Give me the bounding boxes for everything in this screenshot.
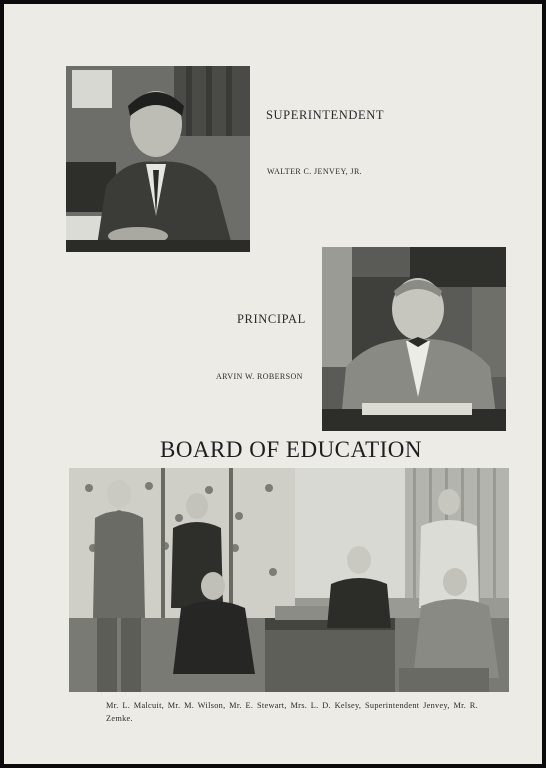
principal-title: PRINCIPAL — [237, 312, 306, 326]
principal-name: ARVIN W. ROBERSON — [216, 372, 303, 381]
yearbook-page — [4, 4, 542, 764]
superintendent-photo — [66, 66, 250, 252]
board-heading: BOARD OF EDUCATION — [160, 437, 423, 462]
superintendent-title: SUPERINTENDENT — [266, 108, 385, 122]
board-caption: Mr. L. Malcuit, Mr. M. Wilson, Mr. E. Stewart, Mrs. L. D. Kelsey, Superintendent Jenvey, Mr. R. Zemke. — [106, 701, 478, 723]
board-photo — [69, 468, 509, 692]
principal-photo — [322, 247, 506, 431]
superintendent-name: WALTER C. JENVEY, JR. — [267, 167, 363, 176]
